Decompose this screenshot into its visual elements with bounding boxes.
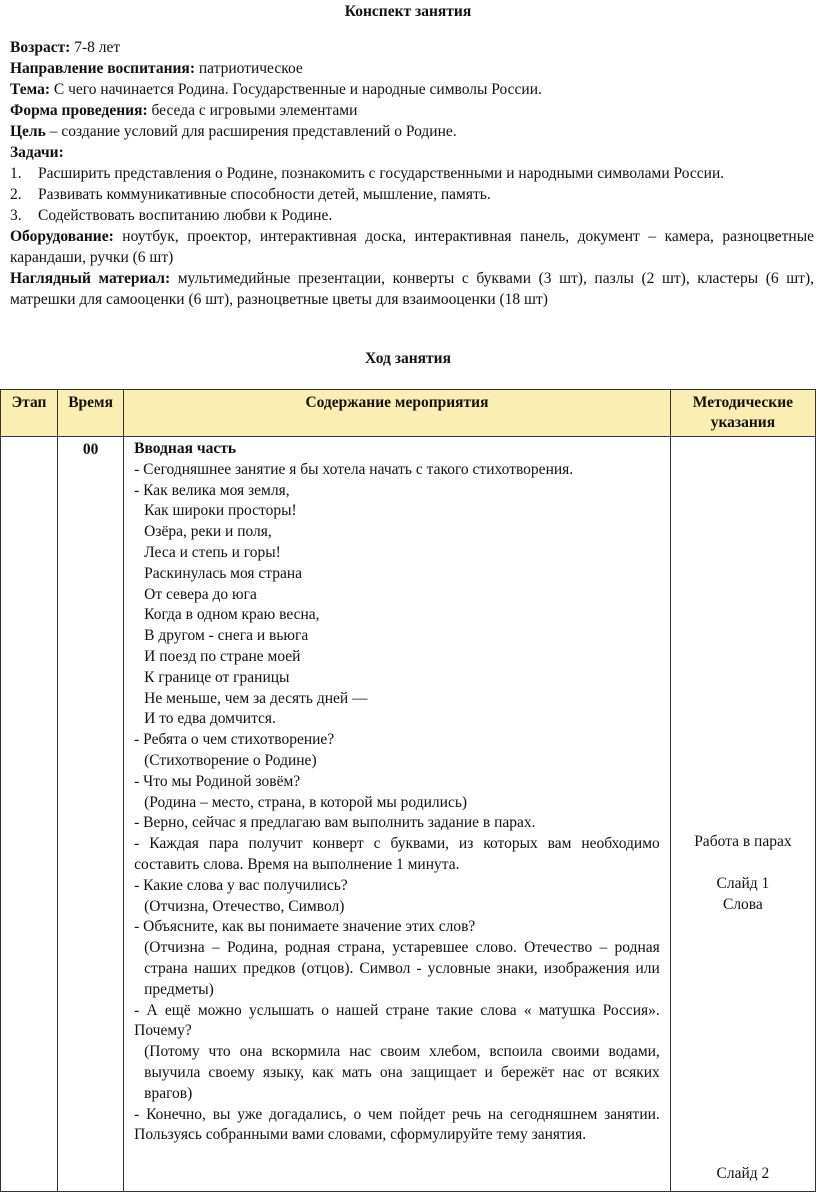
content-line: - Каждая пара получит конверт с буквами, из которых вам необходимо составить слова. Время на выполнение 1 минута. — [134, 835, 660, 873]
content-line: - Что мы Родиной зовём? — [134, 772, 301, 790]
topic-line: Тема: С чего начинается Родина. Государственные и народные символы России. — [10, 81, 542, 98]
header-notes: Методические указания — [670, 390, 815, 437]
content-line: И поезд по стране моей — [144, 647, 301, 665]
note-slide-1: Слайд 1 — [716, 875, 770, 892]
content-line: Когда в одном краю весна, — [144, 606, 320, 624]
header-stage: Этап — [1, 390, 58, 437]
content-line: (Отчизна, Отечество, Символ) — [144, 897, 345, 915]
content-line: - Верно, сейчас я предлагаю вам выполнить задание в парах. — [134, 814, 536, 832]
materials-line: Наглядный материал: мультимедийные презентации, конверты с буквами (3 шт), пазлы (2 шт), кластеры (6 шт), матрешки для самооценки (6 шт), разноцветные цветы для взаимооценки (18 шт) — [10, 270, 814, 308]
content-line: - Какие слова у вас получились? — [134, 876, 348, 894]
document-title: Конспект занятия — [344, 3, 472, 20]
lesson-table — [0, 389, 816, 1192]
notes-cell — [670, 437, 815, 1192]
note-words: Слова — [722, 896, 763, 913]
time-cell: 00 — [58, 437, 124, 1192]
table-header-row — [1, 390, 816, 437]
lesson-header — [10, 37, 814, 310]
content-line: (Потому что она вскормила нас своим хлебом, вспоила своими водами, выучила своему языку, как мать она защищает и бережёт нас от всяких врагов) — [144, 1043, 660, 1102]
content-line: От севера до юга — [144, 585, 257, 603]
content-line: Леса и степь и горы! — [144, 543, 281, 561]
part-title: Вводная часть — [134, 440, 237, 457]
task-item: 2. Развивать коммуникативные способности детей, мышление, память. — [10, 186, 491, 203]
content-cell — [124, 437, 671, 1192]
content-lines — [134, 460, 660, 1146]
task-item: 1. Расширить представления о Родине, познакомить с государственными и народными символами России. — [10, 165, 725, 182]
content-line: - Сегодняшнее занятие я бы хотела начать с такого стихотворения. — [134, 460, 574, 478]
section-title: Ход занятия — [365, 350, 451, 367]
task-item: 3. Содействовать воспитанию любви к Родине. — [10, 207, 333, 224]
content-line: (Отчизна – Родина, родная страна, устаревшее слово. Отечество – родная страна наших предков (отцов). Символ - условные знаки, изображения или предметы) — [144, 939, 660, 998]
content-line: - А ещё можно услышать о нашей стране такие слова « матушка Россия». Почему? — [134, 1001, 660, 1040]
note-pairs: Работа в парах — [694, 833, 792, 850]
content-line: - Конечно, вы уже догадались, о чем пойдет речь на сегодняшнем занятии. Пользуясь собранными вами словами, сформулируйте тему занятия. — [134, 1105, 660, 1144]
content-line: В другом - снега и вьюга — [144, 627, 309, 645]
content-line: - Как велика моя земля, — [134, 481, 290, 499]
header-time: Время — [58, 390, 124, 437]
header-content: Содержание мероприятия — [124, 390, 671, 437]
tasks-heading: Задачи: — [10, 144, 64, 161]
content-line: Как широки просторы! — [144, 502, 297, 520]
content-line: (Родина – место, страна, в которой мы родились) — [144, 793, 468, 811]
table-row — [1, 437, 816, 1192]
content-line: Раскинулась моя страна — [144, 564, 303, 582]
content-line: Озёра, реки и поля, — [144, 523, 272, 541]
content-line: К границе от границы — [144, 668, 290, 686]
note-slide-2: Слайд 2 — [716, 1165, 770, 1182]
content-line: - Объясните, как вы понимаете значение этих слов? — [134, 918, 476, 936]
direction-line: Направление воспитания: патриотическое — [10, 60, 303, 77]
content-line: И то едва домчится. — [144, 710, 276, 728]
goal-line: Цель – создание условий для расширения представлений о Родине. — [10, 123, 457, 140]
content-line: - Ребята о чем стихотворение? — [134, 731, 335, 749]
equipment-line: Оборудование: ноутбук, проектор, интерактивная доска, интерактивная панель, документ – камера, разноцветные карандаши, ручки (6 шт) — [10, 228, 814, 266]
content-line: Не меньше, чем за десять дней — — [144, 689, 368, 707]
form-line: Форма проведения: беседа с игровыми элементами — [10, 102, 358, 119]
stage-cell — [1, 437, 58, 1192]
content-line: (Стихотворение о Родине) — [144, 751, 317, 769]
age-line: Возраст: 7-8 лет — [10, 39, 121, 56]
